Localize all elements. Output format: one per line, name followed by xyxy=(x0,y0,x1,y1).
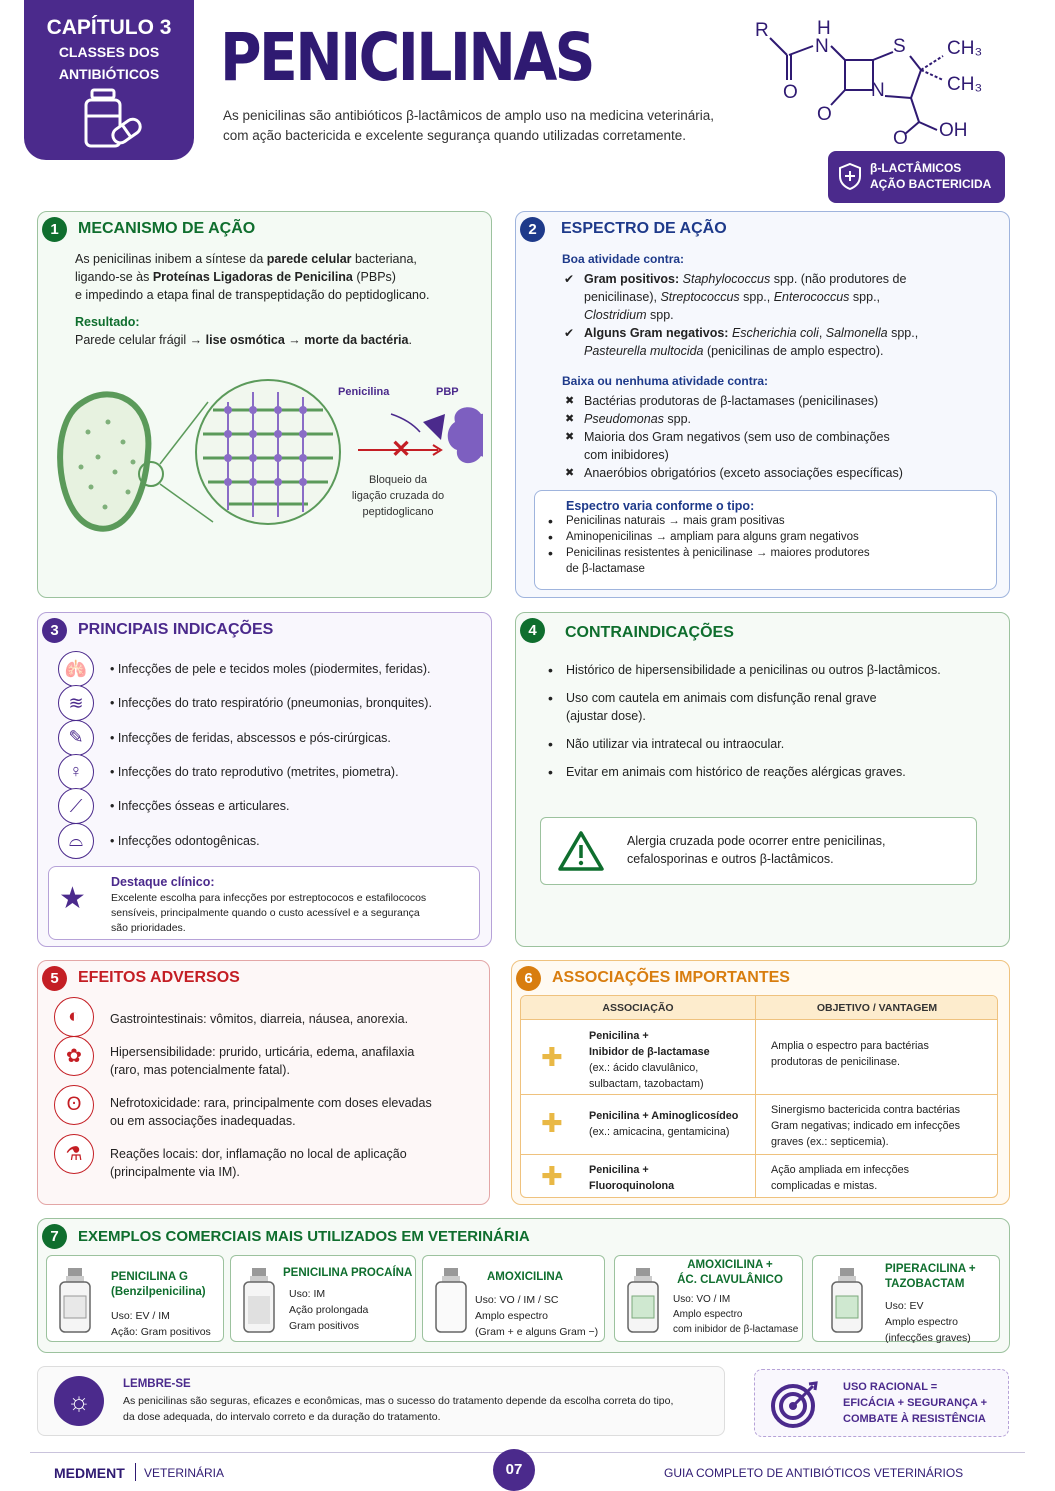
adverse-effects-card xyxy=(37,960,490,1205)
lightbulb-icon: ☼ xyxy=(54,1376,104,1426)
brand-name: MEDMENT xyxy=(54,1465,125,1481)
atom-o1: O xyxy=(783,82,798,103)
clinical-highlight-box: ★ Destaque clínico: Excelente escolha para infecções por estreptococos e estafilococos sensíveis, principalmente quando o custo acessível e a segurança são prioridades. xyxy=(48,866,480,940)
adverse-effects-text: Gastrointestinais: vômitos, diarreia, náusea, anorexia. Hipersensibilidade: prurido, urticária, edema, anafilaxia (raro, mas potencialmente fatal). Nefrotoxicidade: rara, principalmente com doses elevadas ou em associações inadequadas. Reações locais: dor, inflamação no local de aplicação (principalmente via IM). xyxy=(110,1012,432,1179)
warning-icon xyxy=(557,830,605,872)
pbp-label: PBP xyxy=(436,386,459,398)
chapter-tab xyxy=(24,0,194,160)
shield-plus-icon xyxy=(838,162,862,190)
contraindications-card xyxy=(515,612,1010,947)
svg-text:✕: ✕ xyxy=(391,436,412,463)
brand-section: VETERINÁRIA xyxy=(144,1466,225,1480)
spectrum-card xyxy=(515,211,1010,598)
guide-title: GUIA COMPLETO DE ANTIBIÓTICOS VETERINÁRIOS xyxy=(664,1466,964,1480)
skin-icon: ≋ xyxy=(58,685,94,721)
mechanism-card xyxy=(37,211,492,598)
vial-icon xyxy=(433,1266,469,1334)
scalpel-icon: ✎ xyxy=(58,720,94,756)
section-number: 6 xyxy=(516,966,541,991)
warning-box: Alergia cruzada pode ocorrer entre penicilinas, cefalosporinas e outros β-lactâmicos. xyxy=(540,817,977,885)
list-item: • Infecções de feridas, abscessos e pós-cirúrgicas. xyxy=(110,730,391,745)
atom-n1: N xyxy=(815,36,829,57)
atom-r: R xyxy=(755,20,769,41)
allergy-icon: ✿ xyxy=(54,1036,94,1076)
uterus-icon: ♀ xyxy=(58,754,94,790)
pbp-shape-icon xyxy=(448,407,483,463)
associations-table: ASSOCIAÇÃO OBJETIVO / VANTAGEM ✚ ✚ ✚ Penicilina + Inibidor de β-lactamase (ex.: ácido clavulânico, sulbactam, tazobactam) Amplia o espectro para bactérias produtoras de penicilinase. Penicilina + Aminoglicosídeo (ex.: amicacina, gentamicina) Sinergismo bactericida contra bactérias Gram negativas; indicado em infecções graves (ex.: septicemia). Penicilina + Fluoroquinolona Ação ampliada em infecções complicadas e mistas. xyxy=(520,995,998,1198)
pill-bottle-icon xyxy=(74,88,144,150)
associations-card xyxy=(511,960,1010,1205)
rational-use-box: USO RACIONAL = EFICÁCIA + SEGURANÇA + COMBATE À RESISTÊNCIA xyxy=(754,1369,1009,1437)
product-card: PIPERACILINA + TAZOBACTAM Uso: EV Amplo espectro (infecções graves) xyxy=(812,1255,1000,1342)
star-icon: ★ xyxy=(59,882,86,915)
atom-o2: O xyxy=(817,104,832,125)
beta-lactam-badge: β-LACTÂMICOS AÇÃO BACTERICIDA xyxy=(828,151,1005,203)
atom-o3: O xyxy=(893,128,908,149)
list-item: • Infecções ósseas e articulares. xyxy=(110,799,290,814)
page-title: PENICILINAS xyxy=(220,19,593,96)
product-card: AMOXICILINA + ÁC. CLAVULÂNICO Uso: VO / IM Amplo espectro com inibidor de β-lactamase xyxy=(614,1255,803,1342)
list-item: • Infecções do trato respiratório (pneumonias, bronquites). xyxy=(110,696,432,711)
atom-h: H xyxy=(817,18,831,39)
intro-text: As penicilinas são antibióticos β-lactâmicos de amplo uso na medicina veterinária, com ação bactericida e excelente segurança quando utilizadas corretamente. xyxy=(223,108,715,143)
penicillin-shape-icon xyxy=(423,414,445,440)
vial-icon xyxy=(829,1266,865,1334)
atom-s: S xyxy=(893,36,906,57)
kidney-icon: ʘ xyxy=(54,1085,94,1125)
section-title: CONTRAINDICAÇÕES xyxy=(565,624,734,641)
table-row: Penicilina + Aminoglicosídeo (ex.: amicacina, gentamicina) xyxy=(589,1110,739,1138)
spectrum-note-box: Espectro varia conforme o tipo: • Penicilinas naturais → mais gram positivas • Aminopenicilinas → ampliam para alguns gram negativos • Penicilinas resistentes à penicilinase → maiores produtores de β-lactamase xyxy=(534,490,997,590)
section-number: 1 xyxy=(42,217,67,242)
puzzle-icon: ✚ xyxy=(541,1161,563,1191)
puzzle-icon: ✚ xyxy=(541,1108,563,1138)
section-title: PRINCIPAIS INDICAÇÕES xyxy=(78,621,274,638)
target-icon xyxy=(769,1380,819,1430)
chapter-sub1: CLASSES DOS xyxy=(58,44,160,60)
section-number: 3 xyxy=(42,618,67,643)
table-row: Penicilina + Inibidor de β-lactamase (ex.: ácido clavulânico, sulbactam, tazobactam) xyxy=(589,1030,710,1090)
product-card: AMOXICILINA Uso: VO / IM / SC Amplo espectro (Gram + e alguns Gram −) xyxy=(422,1255,605,1342)
penicillin-structure-diagram xyxy=(745,10,1005,150)
vial-icon xyxy=(241,1266,277,1334)
section-number: 2 xyxy=(520,217,545,242)
product-card: PENICILINA G (Benzilpenicilina) Uso: EV / IM Ação: Gram positivos xyxy=(46,1255,224,1342)
section-title: ASSOCIAÇÕES IMPORTANTES xyxy=(552,969,790,986)
puzzle-icon: ✚ xyxy=(541,1042,563,1072)
section-title: EXEMPLOS COMERCIAIS MAIS UTILIZADOS EM VETERINÁRIA xyxy=(78,1228,530,1245)
penicillin-label: Penicilina xyxy=(338,386,390,398)
commercial-examples-card xyxy=(37,1218,1010,1353)
page-number: 07 xyxy=(493,1449,535,1491)
tooth-icon: ⌓ xyxy=(58,823,94,859)
remember-box: ☼ LEMBRE-SE As penicilinas são seguras, eficazes e econômicas, mas o sucesso do tratamento depende da escolha correta do tipo, da dose adequada, do intervalo correto e da duração do tratamento. xyxy=(37,1366,725,1436)
lungs-icon: 🫁 xyxy=(58,651,94,687)
list-item: • Infecções odontogênicas. xyxy=(110,833,260,848)
spectrum-text: Boa atividade contra: ✔ Gram positivos: Staphylococcus spp. (não produtores de penicilinase), Streptococcus spp., Enterococcus spp., Clostridium spp. ✔ Alguns Gram negativos: Escherichia coli, Salmonella spp., Pasteurella multocida (penicilinas de amplo espectro). Baixa ou nenhuma atividade contra: ✖ Bactérias produtoras de β-lactamases (penicilinases) ✖ Pseudomonas spp. ✖ Maioria dos Gram negativos (sem uso de combinações com inibidores) ✖ Anaeróbios obrigatórios (exceto associações específicas) xyxy=(562,250,1002,482)
atom-oh: OH xyxy=(939,120,968,141)
col-header-association: ASSOCIAÇÃO xyxy=(602,1002,674,1014)
mechanism-text: As penicilinas inibem a síntese da parede celular bacteriana, ligando-se às Proteínas Ligadoras de Penicilina (PBPs) e impedindo a etapa final de transpeptidação do peptidoglicano. Resultado: Parede celular frágil → lise osmótica → morte da bactéria. xyxy=(75,252,430,347)
list-item: • Infecções do trato reprodutivo (metrites, piometra). xyxy=(110,764,399,779)
section-title: ESPECTRO DE AÇÃO xyxy=(561,220,727,237)
section-number: 5 xyxy=(42,966,67,991)
section-number: 4 xyxy=(520,618,545,643)
chapter-sub2: ANTIBIÓTICOS xyxy=(58,66,160,82)
section-number: 7 xyxy=(42,1224,67,1249)
atom-ch3a: CH₃ xyxy=(947,38,983,59)
indications-card xyxy=(37,612,492,947)
stomach-icon: ◐ xyxy=(54,997,94,1037)
syringe-icon: ⚗ xyxy=(54,1134,94,1174)
footer-divider xyxy=(30,1452,1025,1453)
col-header-objective: OBJETIVO / VANTAGEM xyxy=(816,1002,938,1014)
bacterium-illustration xyxy=(60,394,148,528)
peptidoglycan-zoom xyxy=(196,380,340,524)
list-item: • Infecções de pele e tecidos moles (piodermites, feridas). xyxy=(110,662,431,676)
vial-icon xyxy=(57,1266,93,1334)
bone-icon: ⟋ xyxy=(58,788,94,824)
atom-n2: N xyxy=(871,80,885,101)
contraindication-list: • Histórico de hipersensibilidade a penicilinas ou outros β-lactâmicos. • Uso com cautela em animais com disfunção renal grave (ajustar dose). • Não utilizar via intratecal ou intraocular. • Evitar em animais com histórico de reações alérgicas graves. xyxy=(544,661,994,781)
section-title: MECANISMO DE AÇÃO xyxy=(78,220,256,237)
atom-ch3b: CH₃ xyxy=(947,74,983,95)
chapter-label: CAPÍTULO 3 xyxy=(46,16,172,39)
vial-icon xyxy=(625,1266,661,1334)
section-title: EFEITOS ADVERSOS xyxy=(78,969,240,986)
table-row: Penicilina + Fluoroquinolona xyxy=(589,1164,675,1192)
product-card: PENICILINA PROCAÍNA Uso: IM Ação prolongada Gram positivos xyxy=(230,1255,416,1342)
block-caption: Bloqueio da ligação cruzada do peptidoglicano xyxy=(351,474,445,518)
